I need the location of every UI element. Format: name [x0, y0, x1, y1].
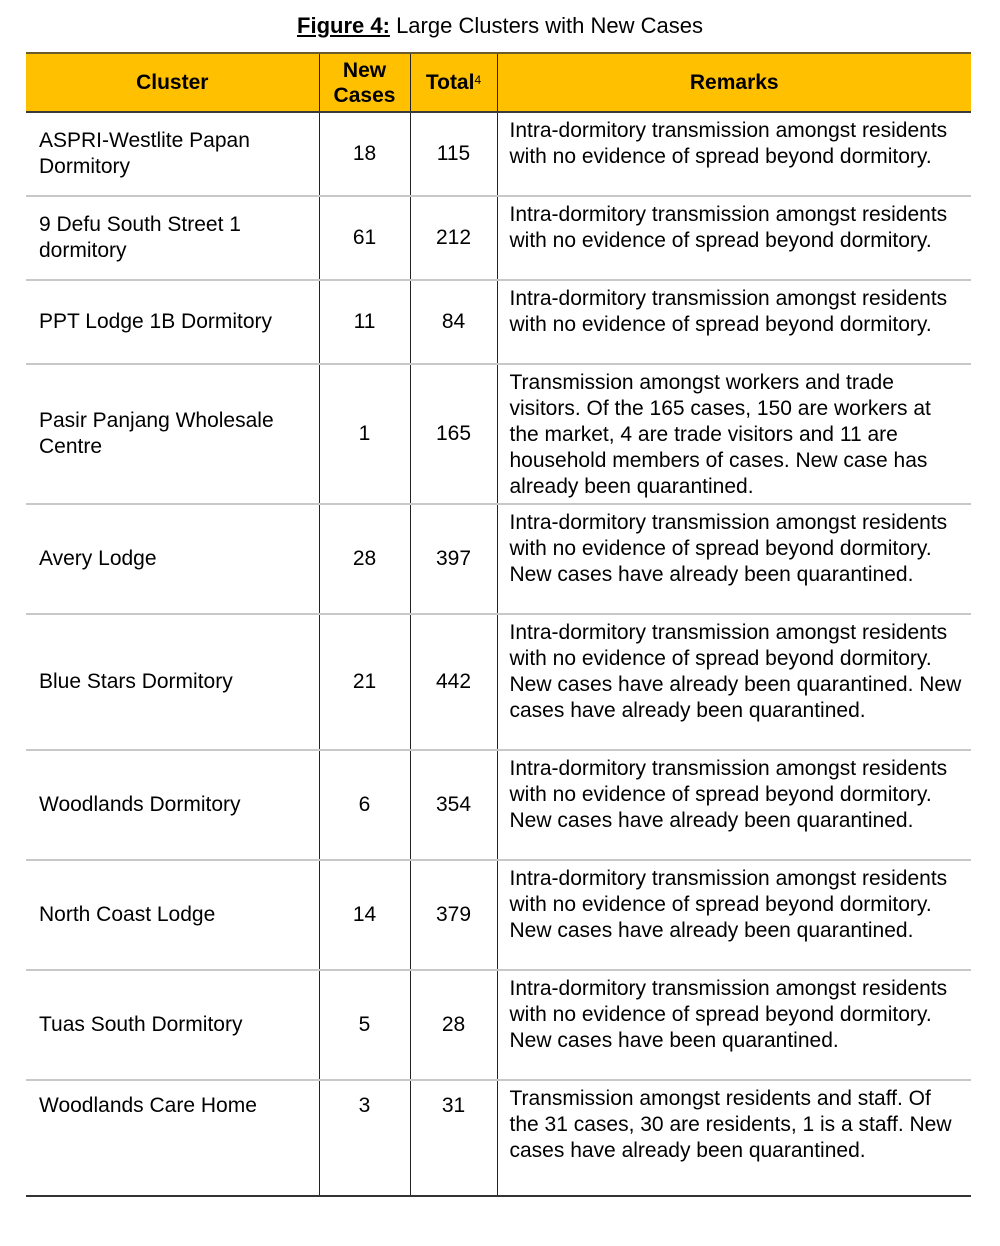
cluster-name: North Coast Lodge [26, 860, 319, 970]
remarks-text: Intra-dormitory transmission amongst residents with no evidence of spread beyond dormitory. [497, 112, 971, 196]
table-row [26, 196, 971, 280]
table-header-row [26, 53, 971, 112]
total-value: 31 [410, 1080, 497, 1196]
new-cases-value: 28 [319, 504, 410, 614]
total-value: 28 [410, 970, 497, 1080]
cluster-name: ASPRI-Westlite Papan Dormitory [26, 112, 319, 196]
new-cases-value: 21 [319, 614, 410, 750]
table-row [26, 1080, 971, 1196]
figure-label: Figure 4: [297, 13, 390, 38]
header-total-label: Total [425, 71, 475, 94]
table-row [26, 112, 971, 196]
header-new-cases-label: New Cases [333, 58, 396, 107]
figure-title [0, 12, 1000, 40]
new-cases-value: 3 [319, 1080, 410, 1196]
new-cases-value: 6 [319, 750, 410, 860]
new-cases-value: 61 [319, 196, 410, 280]
total-footnote-marker: 4 [474, 73, 482, 87]
total-value: 212 [410, 196, 497, 280]
table-row [26, 504, 971, 614]
cluster-name: Avery Lodge [26, 504, 319, 614]
clusters-table [26, 52, 971, 1197]
header-new-cases [319, 53, 410, 112]
table-row [26, 364, 971, 504]
header-total [410, 53, 497, 112]
remarks-text: Transmission amongst workers and trade visitors. Of the 165 cases, 150 are workers at the market, 4 are trade visitors and 11 are household members of cases. New case has already been quarantined. [497, 364, 971, 504]
total-value: 165 [410, 364, 497, 504]
table-row [26, 860, 971, 970]
cluster-name: PPT Lodge 1B Dormitory [26, 280, 319, 364]
table-row [26, 614, 971, 750]
cluster-name: Woodlands Dormitory [26, 750, 319, 860]
cluster-name: Blue Stars Dormitory [26, 614, 319, 750]
total-value: 442 [410, 614, 497, 750]
header-remarks: Remarks [497, 53, 971, 112]
cluster-name: Woodlands Care Home [26, 1080, 319, 1196]
cluster-name: Tuas South Dormitory [26, 970, 319, 1080]
new-cases-value: 14 [319, 860, 410, 970]
total-value: 115 [410, 112, 497, 196]
remarks-text: Intra-dormitory transmission amongst residents with no evidence of spread beyond dormitory. New cases have already been quarantined. [497, 860, 971, 970]
remarks-text: Transmission amongst residents and staff. Of the 31 cases, 30 are residents, 1 is a staff. New cases have already been quarantined. [497, 1080, 971, 1196]
total-value: 379 [410, 860, 497, 970]
new-cases-value: 5 [319, 970, 410, 1080]
new-cases-value: 11 [319, 280, 410, 364]
total-value: 84 [410, 280, 497, 364]
new-cases-value: 18 [319, 112, 410, 196]
remarks-text: Intra-dormitory transmission amongst residents with no evidence of spread beyond dormitory. [497, 196, 971, 280]
figure-title-text: Large Clusters with New Cases [396, 13, 703, 38]
table-row [26, 970, 971, 1080]
header-cluster: Cluster [26, 53, 319, 112]
remarks-text: Intra-dormitory transmission amongst residents with no evidence of spread beyond dormitory. New cases have already been quarantined. [497, 504, 971, 614]
remarks-text: Intra-dormitory transmission amongst residents with no evidence of spread beyond dormitory. New cases have been quarantined. [497, 970, 971, 1080]
total-value: 354 [410, 750, 497, 860]
table-row [26, 750, 971, 860]
new-cases-value: 1 [319, 364, 410, 504]
total-value: 397 [410, 504, 497, 614]
cluster-name: Pasir Panjang Wholesale Centre [26, 364, 319, 504]
table-row [26, 280, 971, 364]
cluster-name: 9 Defu South Street 1 dormitory [26, 196, 319, 280]
remarks-text: Intra-dormitory transmission amongst residents with no evidence of spread beyond dormitory. New cases have already been quarantined. New cases have already been quarantined. [497, 614, 971, 750]
remarks-text: Intra-dormitory transmission amongst residents with no evidence of spread beyond dormitory. New cases have already been quarantined. [497, 750, 971, 860]
remarks-text: Intra-dormitory transmission amongst residents with no evidence of spread beyond dormitory. [497, 280, 971, 364]
